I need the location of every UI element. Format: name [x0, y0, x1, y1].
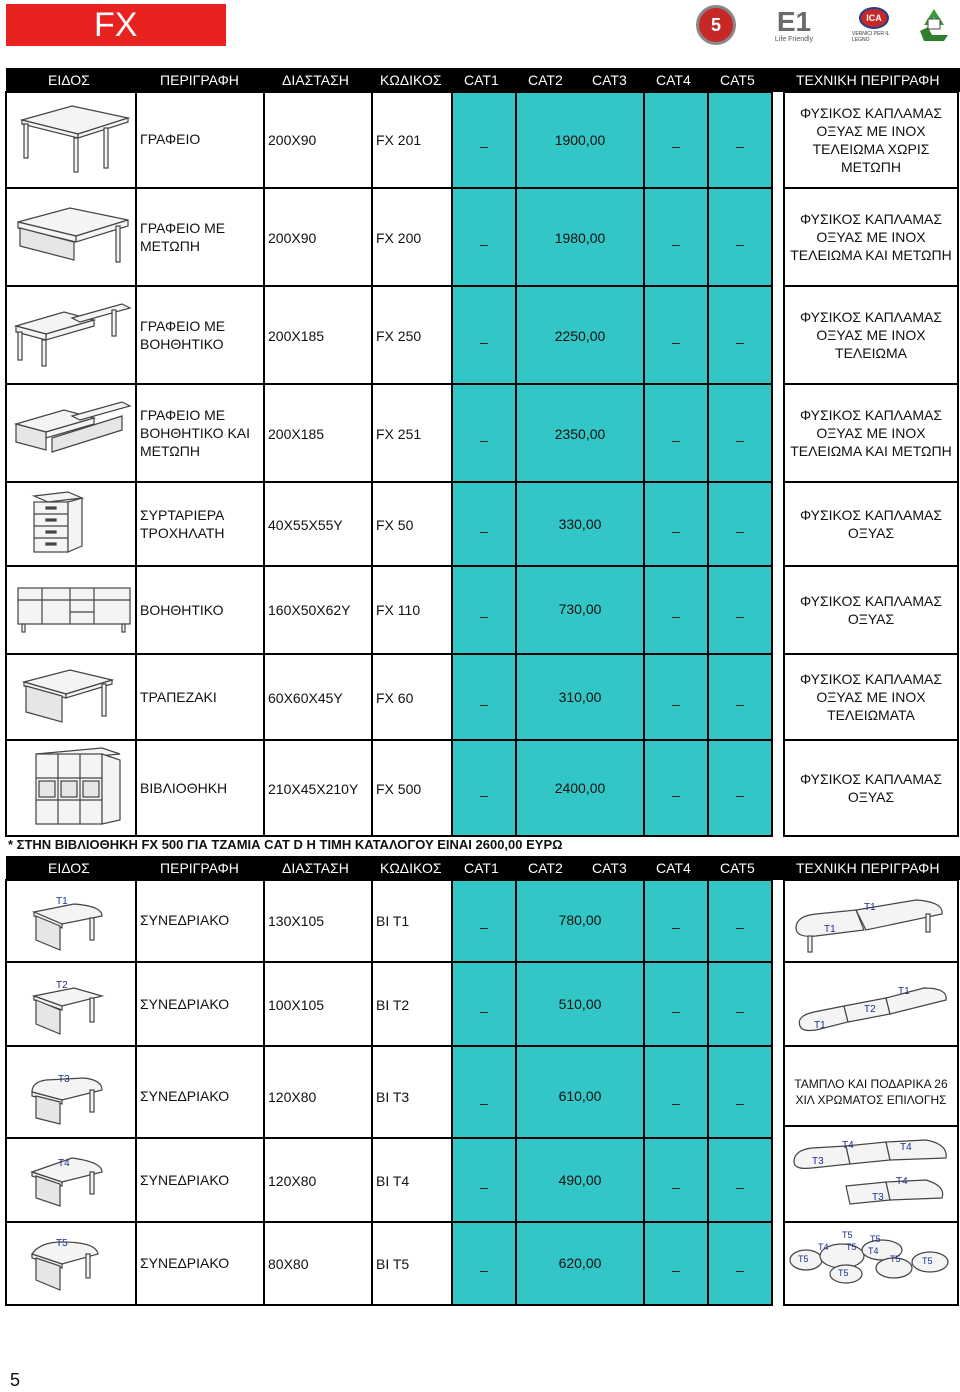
row10-cat1: _ — [480, 997, 488, 1013]
combo4-label-3: T5 — [842, 1230, 853, 1240]
combo3-label-1: T3 — [812, 1156, 824, 1167]
row1-tech: ΦΥΣΙΚΟΣ ΚΑΠΛΑΜΑΣ ΟΞΥΑΣ ΜΕ ΙΝΟΧ ΤΕΛΕΙΩΜΑ ΧΩΡΙΣ ΜΕΤΩΠΗ — [799, 105, 943, 175]
row6-dimension: 160Χ50Χ62Υ — [268, 602, 351, 618]
row2-cat1: _ — [480, 230, 488, 246]
row3-cat4: _ — [672, 328, 680, 344]
row7-cat4: _ — [672, 690, 680, 706]
cat5-column-bg — [708, 92, 771, 836]
header-cat4: CAT4 — [656, 860, 691, 876]
row11-cat4: _ — [672, 1089, 680, 1105]
row11-cat2: 610,00 — [558, 1088, 602, 1104]
row4-code: FX 251 — [376, 426, 422, 442]
row6-description: ΒΟΗΘΗΤΙΚΟ — [140, 602, 224, 618]
row6-cat1: _ — [480, 602, 488, 618]
combo2-label-2: T2 — [864, 1004, 876, 1015]
row13-cat1: _ — [480, 1256, 488, 1272]
cat2-column-bg — [516, 92, 643, 836]
header-code: ΚΩΔΙΚΟΣ — [380, 72, 442, 88]
row6-cat5: _ — [736, 602, 744, 618]
header-dimension: ΔΙΑΣΤΑΣΗ — [282, 860, 349, 876]
credenza-thumbnail — [12, 582, 134, 638]
e1-label: E1 — [776, 5, 812, 37]
row4-cat4: _ — [672, 426, 680, 442]
row2-tech: ΦΥΣΙΚΟΣ ΚΑΠΛΑΜΑΣ ΟΞΥΑΣ ΜΕ ΙΝΟΧ ΤΕΛΕΙΩΜΑ ΚΑΙ ΜΕΤΩΠΗ — [790, 211, 952, 263]
combo-t4-t5-drawing — [786, 1226, 956, 1302]
row3-code: FX 250 — [376, 328, 422, 344]
row13-dimension: 80Χ80 — [268, 1256, 309, 1272]
row4-cat1: _ — [480, 426, 488, 442]
row1-code: FX 201 — [376, 132, 422, 148]
header-cat2: CAT2 — [528, 72, 563, 88]
row6-cat4: _ — [672, 602, 680, 618]
row2-cat5: _ — [736, 230, 744, 246]
row1-cat1: _ — [480, 132, 488, 148]
row12-cat4: _ — [672, 1173, 680, 1189]
row3-tech: ΦΥΣΙΚΟΣ ΚΑΠΛΑΜΑΣ ΟΞΥΑΣ ΜΕ ΙΝΟΧ ΤΕΛΕΙΩΜΑ — [799, 309, 943, 361]
row13-cat5: _ — [736, 1256, 744, 1272]
row3-description: ΓΡΑΦΕΙΟ ΜΕ ΒΟΗΘΗΤΙΚΟ — [140, 318, 226, 352]
row7-cat2: 310,00 — [558, 689, 602, 705]
combo4-label-7: T5 — [890, 1254, 901, 1264]
row5-description: ΣΥΡΤΑΡΙΕΡΑ ΤΡΟΧΗΛΑΤΗ — [140, 507, 225, 541]
t1-label: T1 — [56, 896, 68, 907]
desk-with-return-and-front-thumbnail — [12, 394, 132, 474]
row2-code: FX 200 — [376, 230, 422, 246]
row4-dimension: 200Χ185 — [268, 426, 325, 442]
header-tech: ΤΕΧΝΙΚΗ ΠΕΡΙΓΡΑΦΗ — [796, 860, 940, 876]
header-cat4: CAT4 — [656, 72, 691, 88]
row3-dimension: 200Χ185 — [268, 328, 325, 344]
e1-tagline: Life Friendly — [774, 35, 814, 43]
combo-t3-t4-drawing — [786, 1130, 956, 1220]
cat1-column-bg — [452, 92, 515, 836]
header-cat2: CAT2 — [528, 860, 563, 876]
table-header-1 — [6, 68, 960, 92]
page-number: 5 — [10, 1370, 21, 1390]
row5-cat1: _ — [480, 517, 488, 533]
t3-label: T3 — [58, 1074, 70, 1085]
combo4-label-8: T5 — [922, 1256, 933, 1266]
row9-cat5: _ — [736, 913, 744, 929]
page-title: FX — [94, 6, 138, 44]
header-cat1: CAT1 — [464, 72, 499, 88]
row7-code: FX 60 — [376, 690, 414, 706]
row12-cat2: 490,00 — [558, 1172, 602, 1188]
row12-cat5: _ — [736, 1173, 744, 1189]
mobile-drawer-thumbnail — [28, 488, 88, 560]
module-t1-thumbnail — [26, 892, 110, 956]
row1-cat4: _ — [672, 132, 680, 148]
row5-cat5: _ — [736, 517, 744, 533]
module-t4-thumbnail — [26, 1148, 110, 1212]
module-t5-thumbnail — [26, 1232, 110, 1296]
row2-cat4: _ — [672, 230, 680, 246]
module-t2-thumbnail — [26, 976, 110, 1040]
row13-code: BI T5 — [376, 1256, 410, 1272]
combo3-label-5: T3 — [872, 1192, 884, 1203]
row6-tech: ΦΥΣΙΚΟΣ ΚΑΠΛΑΜΑΣ ΟΞΥΑΣ — [799, 593, 943, 627]
row9-code: BI T1 — [376, 913, 410, 929]
row8-cat2: 2400,00 — [554, 780, 606, 796]
conference-tech: ΤΑΜΠΛΟ ΚΑΙ ΠΟΔΑΡΙΚΑ 26 ΧΙΛ ΧΡΩΜΑΤΟΣ ΕΠΙΛΟΓΗΣ — [794, 1077, 948, 1107]
row3-cat5: _ — [736, 328, 744, 344]
row12-dimension: 120Χ80 — [268, 1173, 317, 1189]
header-cat3: CAT3 — [592, 860, 627, 876]
header-item: ΕΙΔΟΣ — [48, 72, 90, 88]
row5-cat4: _ — [672, 517, 680, 533]
cat4-column-bg — [644, 92, 707, 836]
row11-dimension: 120Χ80 — [268, 1089, 317, 1105]
row5-tech: ΦΥΣΙΚΟΣ ΚΑΠΛΑΜΑΣ ΟΞΥΑΣ — [799, 507, 943, 541]
row4-description: ΓΡΑΦΕΙΟ ΜΕ ΒΟΗΘΗΤΙΚΟ ΚΑΙ ΜΕΤΩΠΗ — [140, 407, 251, 459]
combo2-label-1: T1 — [898, 986, 910, 997]
t2-label: T2 — [56, 980, 68, 991]
combo3-label-2: T4 — [842, 1140, 854, 1151]
row2-description: ΓΡΑΦΕΙΟ ΜΕ ΜΕΤΩΠΗ — [140, 220, 226, 254]
row1-cat2: 1900,00 — [554, 132, 606, 148]
row7-tech: ΦΥΣΙΚΟΣ ΚΑΠΛΑΜΑΣ ΟΞΥΑΣ ΜΕ ΙΝΟΧ ΤΕΛΕΙΩΜΑΤΑ — [799, 671, 943, 723]
recycle-icon — [914, 5, 954, 45]
row12-description: ΣΥΝΕΔΡΙΑΚΟ — [140, 1172, 230, 1188]
row10-code: BI T2 — [376, 997, 410, 1013]
combo4-label-5: T5 — [870, 1234, 881, 1244]
title-bar — [6, 4, 226, 46]
row8-cat4: _ — [672, 781, 680, 797]
row5-code: FX 50 — [376, 517, 414, 533]
row8-dimension: 210Χ45Χ210Υ — [268, 781, 359, 797]
guarantee-number: 5 — [710, 14, 721, 35]
row11-description: ΣΥΝΕΔΡΙΑΚΟ — [140, 1088, 230, 1104]
row4-cat5: _ — [736, 426, 744, 442]
row10-description: ΣΥΝΕΔΡΙΑΚΟ — [140, 996, 230, 1012]
row7-cat5: _ — [736, 690, 744, 706]
combo4-label-1: T5 — [798, 1254, 809, 1264]
row11-cat5: _ — [736, 1089, 744, 1105]
row9-dimension: 130Χ105 — [268, 913, 325, 929]
row8-cat5: _ — [736, 781, 744, 797]
combo4-label-6: T4 — [868, 1246, 879, 1256]
ica-label: ICA — [859, 7, 889, 29]
combo2-label-3: T1 — [814, 1020, 826, 1031]
desk-with-front-thumbnail — [12, 198, 132, 278]
combo1-label-1: T1 — [864, 902, 876, 913]
row4-cat2: 2350,00 — [554, 426, 606, 442]
header-dimension: ΔΙΑΣΤΑΣΗ — [282, 72, 349, 88]
row5-cat2: 330,00 — [558, 516, 602, 532]
row5-dimension: 40Χ55Χ55Υ — [268, 517, 343, 533]
e1-logo — [754, 5, 834, 45]
header-item: ΕΙΔΟΣ — [48, 860, 90, 876]
row11-cat1: _ — [480, 1089, 488, 1105]
combo-t1-t1-drawing — [786, 884, 956, 960]
row2-dimension: 200Χ90 — [268, 230, 317, 246]
combo4-label-4: T5 — [846, 1242, 857, 1252]
coffee-table-thumbnail — [18, 664, 118, 734]
row12-cat1: _ — [480, 1173, 488, 1189]
header-cat5: CAT5 — [720, 72, 755, 88]
row8-code: FX 500 — [376, 781, 422, 797]
header-description: ΠΕΡΙΓΡΑΦΗ — [160, 860, 239, 876]
combo4-label-9: T5 — [838, 1268, 849, 1278]
t4-label: T4 — [58, 1158, 70, 1169]
row8-tech: ΦΥΣΙΚΟΣ ΚΑΠΛΑΜΑΣ ΟΞΥΑΣ — [799, 771, 943, 805]
row3-cat1: _ — [480, 328, 488, 344]
combo4-label-2: T4 — [818, 1242, 829, 1252]
row1-cat5: _ — [736, 132, 744, 148]
row7-dimension: 60Χ60Χ45Υ — [268, 690, 343, 706]
row10-cat5: _ — [736, 997, 744, 1013]
ica-tagline: VERNICI PER IL LEGNO — [852, 31, 890, 43]
t5-label: T5 — [56, 1238, 68, 1249]
desk-with-return-thumbnail — [12, 296, 132, 376]
row2-cat2: 1980,00 — [554, 230, 606, 246]
bookcase-note: * ΣΤΗΝ ΒΙΒΛΙΟΘΗΚΗ FX 500 ΓΙΑ ΤΖΑΜΙΑ CAT D Η ΤΙΜΗ ΚΑΤΑΛΟΓΟΥ ΕΙΝΑΙ 2600,00 ΕΥΡΩ — [8, 837, 563, 852]
desk-thumbnail — [12, 100, 132, 180]
ica-logo — [852, 5, 896, 45]
row6-code: FX 110 — [376, 602, 421, 618]
header-cat5: CAT5 — [720, 860, 755, 876]
header-description: ΠΕΡΙΓΡΑΦΗ — [160, 72, 239, 88]
row9-description: ΣΥΝΕΔΡΙΑΚΟ — [140, 912, 230, 928]
guarantee-logo — [696, 5, 736, 45]
table-header-2 — [6, 856, 960, 880]
row9-cat4: _ — [672, 913, 680, 929]
row10-dimension: 100Χ105 — [268, 997, 325, 1013]
bookcase-thumbnail — [30, 744, 126, 830]
row13-cat2: 620,00 — [558, 1255, 602, 1271]
row4-tech: ΦΥΣΙΚΟΣ ΚΑΠΛΑΜΑΣ ΟΞΥΑΣ ΜΕ ΙΝΟΧ ΤΕΛΕΙΩΜΑ ΚΑΙ ΜΕΤΩΠΗ — [790, 407, 952, 459]
row13-description: ΣΥΝΕΔΡΙΑΚΟ — [140, 1255, 230, 1271]
combo-t1-t2-t1-drawing — [786, 966, 956, 1044]
header-code: ΚΩΔΙΚΟΣ — [380, 860, 442, 876]
row8-description: ΒΙΒΛΙΟΘΗΚΗ — [140, 780, 228, 796]
row13-cat4: _ — [672, 1256, 680, 1272]
row1-dimension: 200Χ90 — [268, 132, 317, 148]
row12-code: BI T4 — [376, 1173, 410, 1189]
row9-cat2: 780,00 — [558, 912, 602, 928]
row9-cat1: _ — [480, 913, 488, 929]
combo3-label-4: T4 — [896, 1176, 908, 1187]
combo1-label-2: T1 — [824, 924, 836, 935]
header-cat1: CAT1 — [464, 860, 499, 876]
row6-cat2: 730,00 — [558, 601, 602, 617]
row7-cat1: _ — [480, 690, 488, 706]
header-tech: ΤΕΧΝΙΚΗ ΠΕΡΙΓΡΑΦΗ — [796, 72, 940, 88]
module-t3-thumbnail — [26, 1068, 110, 1132]
combo3-label-3: T4 — [900, 1142, 912, 1153]
row3-cat2: 2250,00 — [554, 328, 606, 344]
row8-cat1: _ — [480, 781, 488, 797]
row1-description: ΓΡΑΦΕΙΟ — [140, 131, 201, 147]
row11-code: BI T3 — [376, 1089, 410, 1105]
row10-cat2: 510,00 — [558, 996, 602, 1012]
row7-description: ΤΡΑΠΕΖΑΚΙ — [140, 689, 217, 705]
header-cat3: CAT3 — [592, 72, 627, 88]
certification-logos — [696, 4, 954, 46]
row10-cat4: _ — [672, 997, 680, 1013]
